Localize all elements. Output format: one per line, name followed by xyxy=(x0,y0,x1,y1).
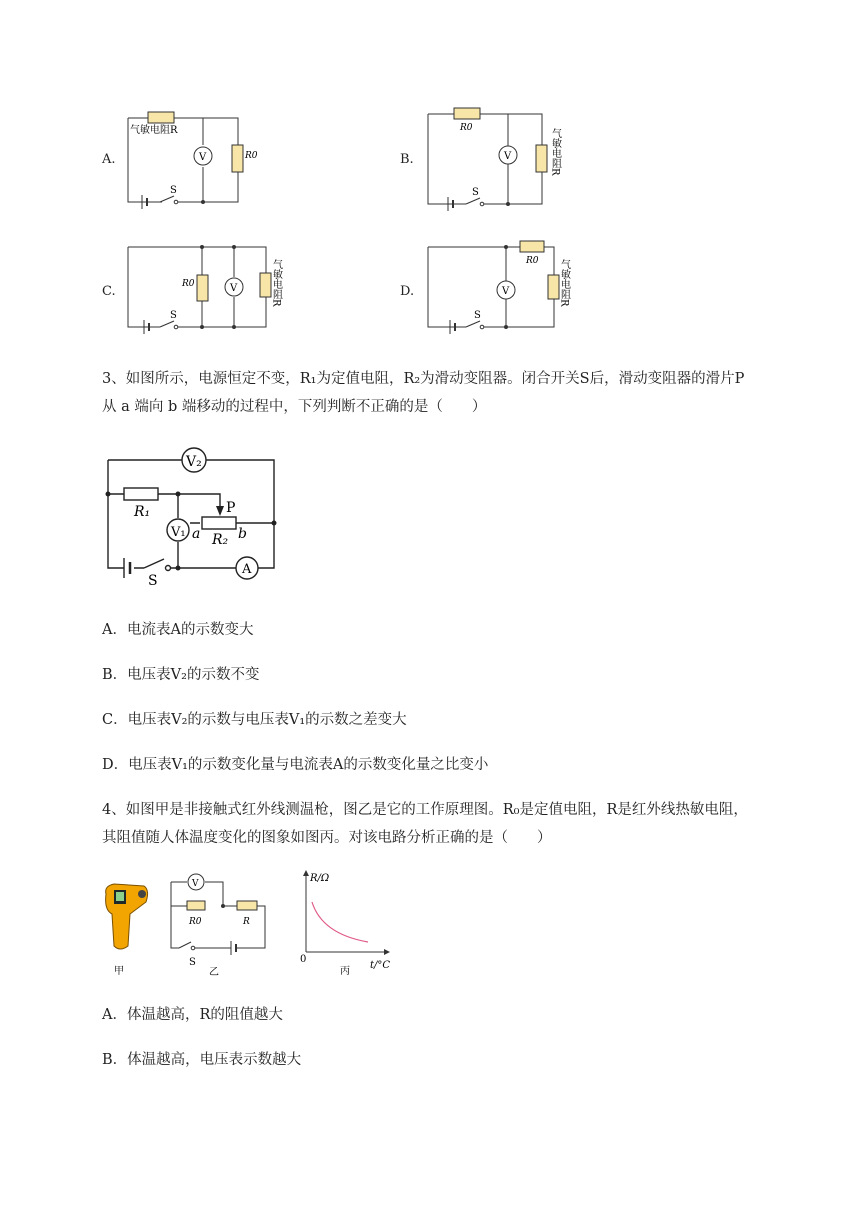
svg-text:a: a xyxy=(192,526,201,542)
svg-text:甲: 甲 xyxy=(114,966,124,976)
svg-text:S: S xyxy=(170,310,177,321)
svg-text:S: S xyxy=(474,310,481,321)
svg-text:R₁: R₁ xyxy=(134,504,151,520)
question-3-line-2: 从 a 端向 b 端移动的过程中，下列判断不正确的是（ ） xyxy=(102,399,487,415)
option-a-label: A. xyxy=(102,152,116,167)
svg-text:R0: R0 xyxy=(189,917,202,927)
svg-text:R0: R0 xyxy=(245,151,258,161)
resistance-temperature-graph xyxy=(290,868,400,978)
option-d-label: D. xyxy=(400,284,415,299)
svg-text:V: V xyxy=(502,286,510,297)
svg-text:V₂: V₂ xyxy=(186,454,202,470)
question-4-option-a: A．体温越高，R的阻值越大 xyxy=(102,1007,283,1023)
svg-text:R0: R0 xyxy=(182,279,195,289)
svg-text:V₁: V₁ xyxy=(171,525,186,540)
circuit-diagram-c xyxy=(118,235,288,335)
svg-text:R0: R0 xyxy=(460,123,473,133)
svg-text:V: V xyxy=(199,152,207,163)
svg-text:V: V xyxy=(192,879,199,889)
thermometer-circuit xyxy=(165,868,280,978)
svg-text:R: R xyxy=(243,917,250,927)
question-3-line-1: 3、如图所示，电源恒定不变，R₁为定值电阻，R₂为滑动变阻器。闭合开关S后，滑动变阻器的滑片P xyxy=(102,371,745,387)
option-c-label: C. xyxy=(102,284,116,299)
svg-text:气敏电阻R: 气敏电阻R xyxy=(558,259,570,307)
question-4-line-2: 其阻值随人体温度变化的图象如图丙。对该电路分析正确的是（ ） xyxy=(102,830,552,846)
svg-text:A: A xyxy=(242,562,252,577)
question-3-option-d: D．电压表V₁的示数变化量与电流表A的示数变化量之比变小 xyxy=(102,757,489,773)
svg-text:S: S xyxy=(472,187,479,198)
svg-text:气敏电阻R: 气敏电阻R xyxy=(549,128,561,176)
svg-text:P: P xyxy=(226,500,236,516)
svg-text:R₂: R₂ xyxy=(212,532,229,548)
option-b-label: B. xyxy=(400,152,414,167)
svg-text:乙: 乙 xyxy=(209,967,219,978)
svg-text:R/Ω: R/Ω xyxy=(310,873,330,884)
svg-text:气敏电阻R: 气敏电阻R xyxy=(130,125,178,136)
svg-text:R0: R0 xyxy=(526,256,539,266)
svg-text:0: 0 xyxy=(300,954,307,965)
svg-text:S: S xyxy=(148,573,158,589)
question-3-circuit xyxy=(100,440,290,590)
question-4-line-1: 4、如图甲是非接触式红外线测温枪，图乙是它的工作原理图。R₀是定值电阻，R是红外线热敏电阻， xyxy=(102,802,748,818)
question-3-text xyxy=(102,365,818,421)
question-4-option-b: B．体温越高，电压表示数越大 xyxy=(102,1052,302,1068)
infrared-thermometer-image xyxy=(100,880,160,976)
question-3-option-a: A．电流表A的示数变大 xyxy=(102,622,254,638)
svg-text:b: b xyxy=(238,526,247,542)
svg-text:S: S xyxy=(170,185,177,196)
question-3-option-c: C．电压表V₂的示数与电压表V₁的示数之差变大 xyxy=(102,712,407,728)
question-3-option-b: B．电压表V₂的示数不变 xyxy=(102,667,260,683)
svg-text:气敏电阻R: 气敏电阻R xyxy=(270,259,282,307)
question-4-text xyxy=(102,796,818,852)
circuit-diagram-b xyxy=(418,100,578,215)
svg-text:S: S xyxy=(189,957,196,968)
circuit-diagram-a xyxy=(118,100,258,215)
circuit-diagram-d xyxy=(418,235,588,335)
svg-text:丙: 丙 xyxy=(340,966,350,977)
svg-text:V: V xyxy=(230,283,238,294)
svg-text:V: V xyxy=(504,151,512,162)
svg-text:t/°C: t/°C xyxy=(370,960,391,971)
